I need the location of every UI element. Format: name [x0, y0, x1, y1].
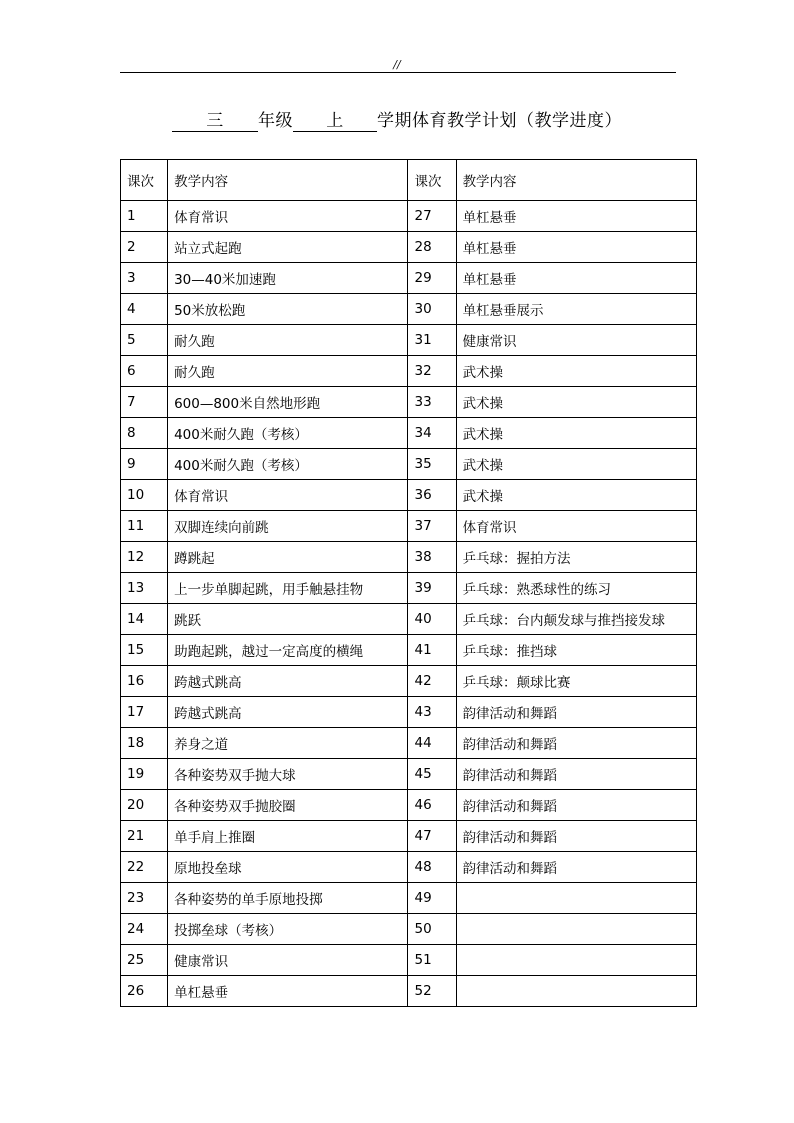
title-rest: 学期体育教学计划（教学进度）	[377, 111, 622, 131]
lesson-content-left: 各种姿势的单手原地投掷	[168, 883, 408, 914]
lesson-number-right: 39	[408, 573, 456, 604]
lesson-number-left: 23	[121, 883, 168, 914]
table-row	[121, 883, 697, 914]
lesson-number-right: 35	[408, 449, 456, 480]
lesson-content-right: 单杠悬垂	[456, 201, 696, 232]
page-title	[0, 106, 794, 132]
lesson-number-left: 11	[121, 511, 168, 542]
lesson-content-right: 韵律活动和舞蹈	[456, 697, 696, 728]
table-row	[121, 542, 697, 573]
lesson-content-right: 武术操	[456, 387, 696, 418]
header-mark: //	[393, 58, 401, 71]
table-row	[121, 635, 697, 666]
lesson-content-left: 助跑起跳，越过一定高度的横绳	[168, 635, 408, 666]
table-row	[121, 604, 697, 635]
table-row	[121, 790, 697, 821]
lesson-number-left: 17	[121, 697, 168, 728]
lesson-number-right: 52	[408, 976, 456, 1007]
lesson-number-right: 30	[408, 294, 456, 325]
lesson-content-right: 武术操	[456, 418, 696, 449]
schedule-table-body	[121, 160, 697, 1007]
lesson-number-left: 10	[121, 480, 168, 511]
lesson-number-left: 8	[121, 418, 168, 449]
lesson-number-left: 9	[121, 449, 168, 480]
lesson-number-right: 48	[408, 852, 456, 883]
lesson-content-left: 双脚连续向前跳	[168, 511, 408, 542]
lesson-number-left: 14	[121, 604, 168, 635]
lesson-content-left: 蹲跳起	[168, 542, 408, 573]
lesson-content-right: 乒乓球：握拍方法	[456, 542, 696, 573]
lesson-content-left: 30—40米加速跑	[168, 263, 408, 294]
lesson-number-right: 40	[408, 604, 456, 635]
lesson-content-right: 韵律活动和舞蹈	[456, 852, 696, 883]
table-row	[121, 418, 697, 449]
lesson-number-right: 45	[408, 759, 456, 790]
table-row	[121, 697, 697, 728]
lesson-number-left: 18	[121, 728, 168, 759]
lesson-content-right	[456, 976, 696, 1007]
lesson-content-right: 乒乓球：推挡球	[456, 635, 696, 666]
table-row	[121, 232, 697, 263]
lesson-number-left: 15	[121, 635, 168, 666]
table-row	[121, 573, 697, 604]
lesson-number-left: 22	[121, 852, 168, 883]
header-content-right: 教学内容	[456, 160, 696, 201]
lesson-number-right: 46	[408, 790, 456, 821]
table-row	[121, 945, 697, 976]
lesson-content-left: 跨越式跳高	[168, 666, 408, 697]
lesson-content-right: 单杠悬垂	[456, 232, 696, 263]
lesson-content-right	[456, 945, 696, 976]
lesson-number-left: 24	[121, 914, 168, 945]
lesson-number-left: 13	[121, 573, 168, 604]
lesson-content-right: 体育常识	[456, 511, 696, 542]
lesson-number-right: 37	[408, 511, 456, 542]
lesson-content-right: 韵律活动和舞蹈	[456, 759, 696, 790]
lesson-content-left: 耐久跑	[168, 325, 408, 356]
header-rule	[120, 72, 676, 73]
lesson-number-left: 5	[121, 325, 168, 356]
lesson-content-left: 各种姿势双手抛大球	[168, 759, 408, 790]
table-row	[121, 449, 697, 480]
lesson-number-right: 43	[408, 697, 456, 728]
lesson-number-right: 47	[408, 821, 456, 852]
table-row	[121, 511, 697, 542]
schedule-table	[120, 159, 697, 1007]
table-row	[121, 325, 697, 356]
lesson-number-left: 1	[121, 201, 168, 232]
lesson-number-left: 16	[121, 666, 168, 697]
lesson-number-right: 49	[408, 883, 456, 914]
lesson-content-right: 武术操	[456, 480, 696, 511]
lesson-content-left: 上一步单脚起跳，用手触悬挂物	[168, 573, 408, 604]
header-content-left: 教学内容	[168, 160, 408, 201]
header-lesson-right: 课次	[408, 160, 456, 201]
lesson-number-right: 38	[408, 542, 456, 573]
table-row	[121, 976, 697, 1007]
lesson-number-right: 36	[408, 480, 456, 511]
lesson-content-left: 600—800米自然地形跑	[168, 387, 408, 418]
lesson-content-left: 400米耐久跑（考核）	[168, 449, 408, 480]
lesson-content-right: 健康常识	[456, 325, 696, 356]
lesson-number-right: 44	[408, 728, 456, 759]
table-row	[121, 821, 697, 852]
grade-value: 三	[172, 111, 258, 132]
lesson-content-left: 原地投垒球	[168, 852, 408, 883]
lesson-content-right: 乒乓球：熟悉球性的练习	[456, 573, 696, 604]
lesson-content-right: 乒乓球：台内颠发球与推挡接发球	[456, 604, 696, 635]
lesson-number-left: 6	[121, 356, 168, 387]
lesson-number-left: 2	[121, 232, 168, 263]
term-value: 上	[293, 111, 377, 132]
lesson-number-right: 41	[408, 635, 456, 666]
lesson-content-left: 养身之道	[168, 728, 408, 759]
table-row	[121, 666, 697, 697]
lesson-content-left: 单手肩上推圈	[168, 821, 408, 852]
lesson-content-right: 韵律活动和舞蹈	[456, 790, 696, 821]
table-row	[121, 356, 697, 387]
table-row	[121, 263, 697, 294]
lesson-content-left: 单杠悬垂	[168, 976, 408, 1007]
lesson-content-left: 跳跃	[168, 604, 408, 635]
grade-label: 年级	[258, 111, 293, 131]
lesson-number-left: 26	[121, 976, 168, 1007]
lesson-number-left: 21	[121, 821, 168, 852]
lesson-number-right: 42	[408, 666, 456, 697]
lesson-number-left: 3	[121, 263, 168, 294]
lesson-number-right: 29	[408, 263, 456, 294]
lesson-content-right	[456, 883, 696, 914]
table-row	[121, 852, 697, 883]
lesson-number-right: 50	[408, 914, 456, 945]
lesson-content-right: 乒乓球：颠球比赛	[456, 666, 696, 697]
lesson-content-left: 体育常识	[168, 480, 408, 511]
lesson-number-left: 4	[121, 294, 168, 325]
lesson-content-left: 投掷垒球（考核）	[168, 914, 408, 945]
lesson-number-left: 7	[121, 387, 168, 418]
lesson-content-right: 武术操	[456, 356, 696, 387]
header-lesson-left: 课次	[121, 160, 168, 201]
table-row	[121, 914, 697, 945]
lesson-content-right: 单杠悬垂展示	[456, 294, 696, 325]
lesson-number-right: 34	[408, 418, 456, 449]
lesson-number-right: 27	[408, 201, 456, 232]
lesson-number-left: 20	[121, 790, 168, 821]
lesson-number-right: 31	[408, 325, 456, 356]
lesson-content-right: 单杠悬垂	[456, 263, 696, 294]
lesson-content-left: 400米耐久跑（考核）	[168, 418, 408, 449]
lesson-content-right: 武术操	[456, 449, 696, 480]
table-row	[121, 387, 697, 418]
table-row	[121, 201, 697, 232]
lesson-content-left: 体育常识	[168, 201, 408, 232]
lesson-content-left: 健康常识	[168, 945, 408, 976]
table-row	[121, 480, 697, 511]
lesson-content-right	[456, 914, 696, 945]
lesson-number-left: 12	[121, 542, 168, 573]
lesson-number-right: 51	[408, 945, 456, 976]
lesson-content-left: 各种姿势双手抛胶圈	[168, 790, 408, 821]
lesson-content-right: 韵律活动和舞蹈	[456, 728, 696, 759]
table-header-row	[121, 160, 697, 201]
lesson-content-left: 耐久跑	[168, 356, 408, 387]
lesson-content-right: 韵律活动和舞蹈	[456, 821, 696, 852]
lesson-content-left: 50米放松跑	[168, 294, 408, 325]
table-row	[121, 759, 697, 790]
lesson-number-right: 33	[408, 387, 456, 418]
table-row	[121, 728, 697, 759]
lesson-number-right: 28	[408, 232, 456, 263]
lesson-number-left: 25	[121, 945, 168, 976]
lesson-content-left: 跨越式跳高	[168, 697, 408, 728]
table-row	[121, 294, 697, 325]
lesson-number-left: 19	[121, 759, 168, 790]
lesson-content-left: 站立式起跑	[168, 232, 408, 263]
lesson-number-right: 32	[408, 356, 456, 387]
